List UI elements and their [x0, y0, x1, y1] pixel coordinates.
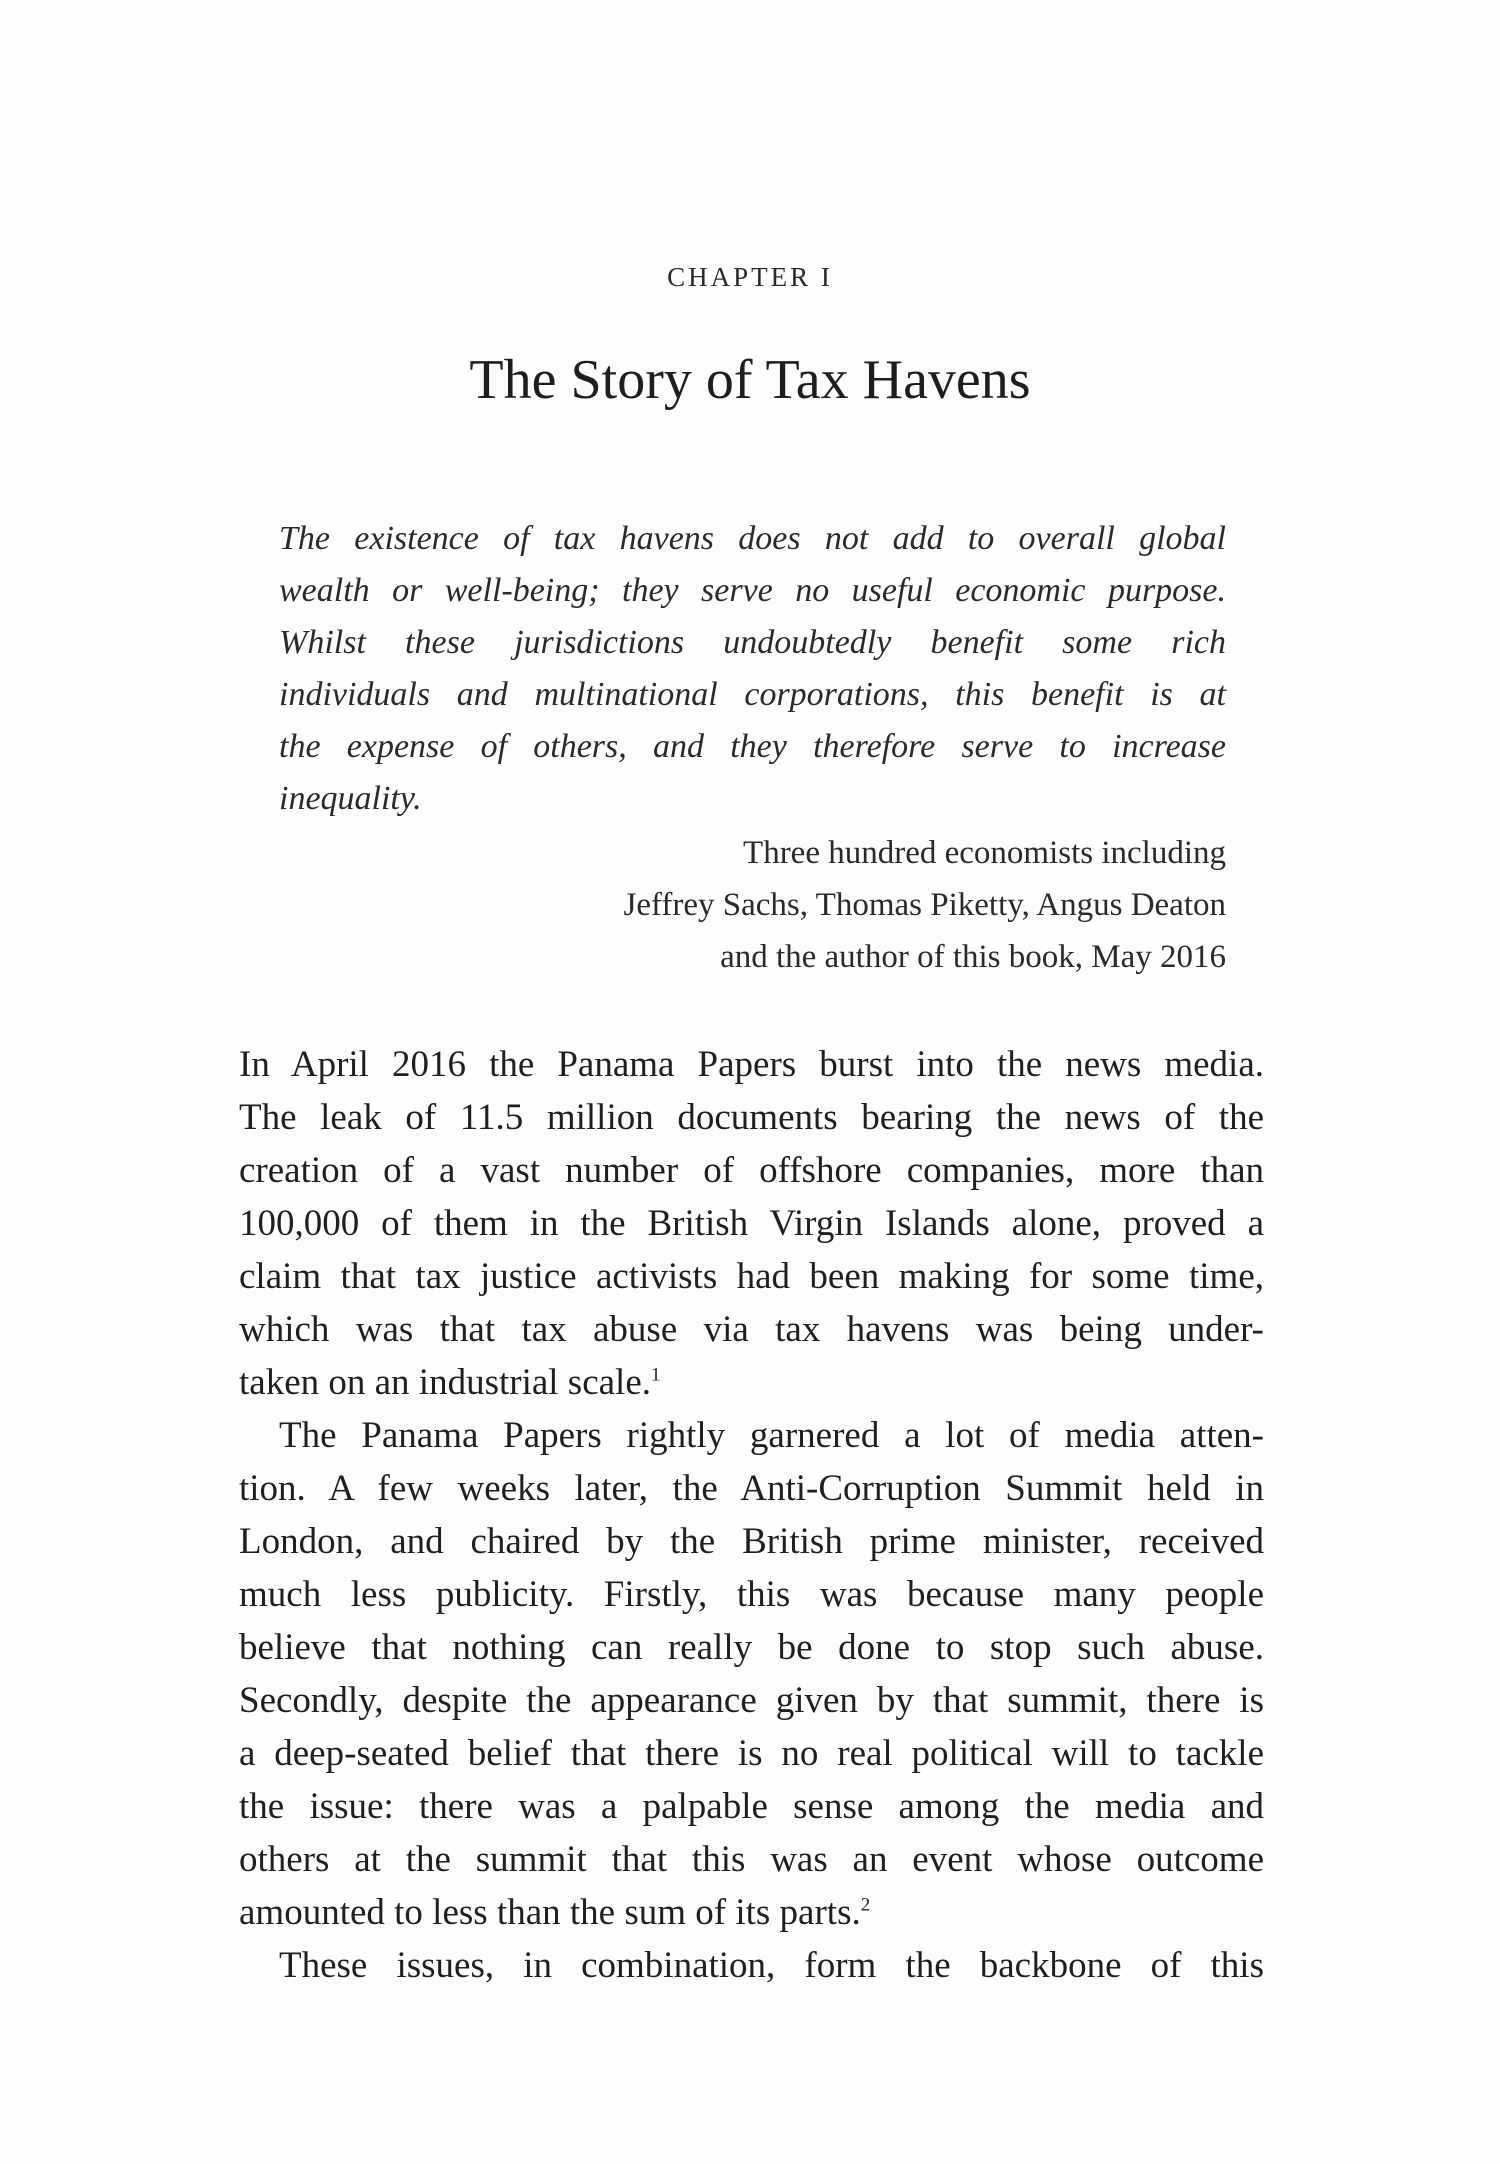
paragraph-1-last-line [239, 1356, 1264, 1409]
paragraph-1-line: which was that tax abuse via tax havens was being under- [239, 1309, 1264, 1350]
paragraph-2-line: London, and chaired by the British prime minister, received [239, 1521, 1264, 1562]
paragraph-1-text: taken on an industrial scale. [239, 1362, 652, 1403]
body-text [239, 1038, 1264, 1992]
footnote-marker-2[interactable]: 2 [860, 1894, 871, 1916]
attribution-line: Jeffrey Sachs, Thomas Piketty, Angus Deaton [623, 887, 1226, 923]
paragraph-1-line: creation of a vast number of offshore companies, more than [239, 1150, 1264, 1191]
chapter-label: CHAPTER I [667, 262, 833, 292]
epigraph-line: Whilst these jurisdictions undoubtedly benefit some rich [279, 624, 1226, 661]
paragraph-2-line: tion. A few weeks later, the Anti-Corruption Summit held in [239, 1468, 1264, 1509]
paragraph-2-line: the issue: there was a palpable sense among the media and [239, 1786, 1264, 1827]
paragraph-2-line: others at the summit that this was an event whose outcome [239, 1839, 1264, 1880]
epigraph-line: individuals and multinational corporations, this benefit is at [279, 676, 1226, 713]
paragraph-1-line: claim that tax justice activists had been making for some time, [239, 1256, 1264, 1297]
paragraph-1-line: 100,000 of them in the British Virgin Islands alone, proved a [239, 1203, 1264, 1244]
paragraph-2-line: The Panama Papers rightly garnered a lot of media atten- [279, 1415, 1264, 1456]
epigraph-attribution [326, 827, 1226, 983]
paragraph-2-line: Secondly, despite the appearance given by that summit, there is [239, 1680, 1264, 1721]
chapter-title: The Story of Tax Havens [469, 349, 1031, 411]
paragraph-2-last-line [239, 1886, 1264, 1939]
epigraph-line: the expense of others, and they therefore serve to increase [279, 728, 1226, 765]
epigraph-line: The existence of tax havens does not add to overall global [279, 520, 1226, 557]
footnote-marker-1[interactable]: 1 [651, 1364, 661, 1386]
epigraph-line: inequality. [279, 780, 422, 817]
epigraph-quote [279, 513, 1226, 825]
paragraph-2-line: much less publicity. Firstly, this was because many people [239, 1574, 1264, 1615]
paragraph-1-line: The leak of 11.5 million documents bearing the news of the [239, 1097, 1264, 1138]
attribution-line: Three hundred economists including [743, 835, 1226, 871]
paragraph-2-line: believe that nothing can really be done to stop such abuse. [239, 1627, 1264, 1668]
attribution-line: and the author of this book, May 2016 [720, 939, 1226, 975]
paragraph-1-line: In April 2016 the Panama Papers burst into the news media. [239, 1044, 1264, 1085]
paragraph-2-text: amounted to less than the sum of its parts. [239, 1892, 861, 1933]
epigraph-line: wealth or well-being; they serve no useful economic purpose. [279, 572, 1226, 609]
paragraph-2-line: a deep-seated belief that there is no real political will to tackle [239, 1733, 1264, 1774]
paragraph-3-line: These issues, in combination, form the backbone of this [279, 1945, 1264, 1986]
